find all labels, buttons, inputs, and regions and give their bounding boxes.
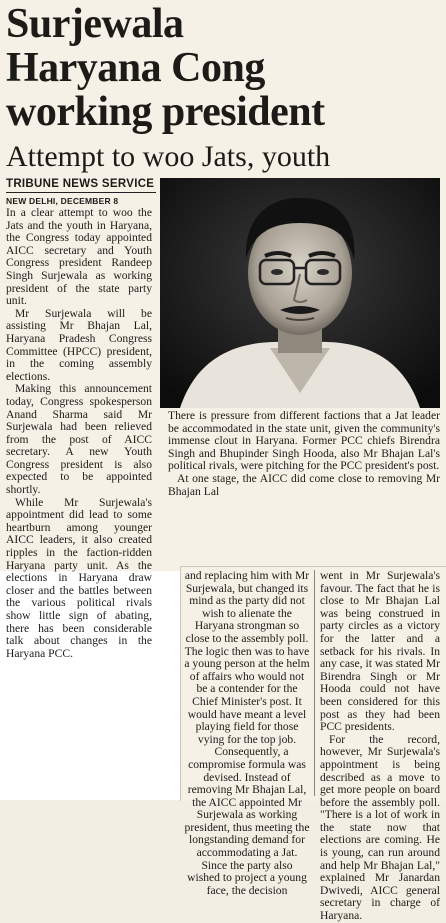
portrait-illustration [160,178,440,408]
headline [6,2,436,134]
paragraph: Making this announcement today, Congress spokesperson Anand Sharma said Mr Surjewala had been relieved from the post of AICC secretary. A new Youth Congress president is also expected to be appointed shortly. [6,382,152,497]
subheadline: Attempt to woo Jats, youth [6,140,331,173]
column-divider [314,570,315,796]
paragraph: While Mr Surjewala's appointment did lead to some heartburn among younger AICC leaders, it also created ripples in the faction-ridden Haryana party unit. As the elections in Haryana draw closer and the battles between the various political rivals show little sign of abating, there has been considerable talk about changes in the Haryana PCC. [6,495,152,660]
paragraph: In a clear attempt to woo the Jats and the youth in Haryana, the Congress today appointed AICC secretary and Youth Congress president Randeep Singh Surjewala as working president of the state party unit. [6,206,152,308]
column-3 [184,570,310,897]
headline-line: working president [6,89,325,135]
paragraph: For the record, however, Mr Surjewala's appointment is being described as a move to get more people on board before the assembly poll. "There is a lot of work in the state now that elections are coming. He is young, can run around and help Mr Bhajan Lal," explained Mr Janardan Dwivedi, AICC general secretary in charge of Haryana. [320,732,440,923]
paragraph: went in Mr Surjewala's favour. The fact that he is close to Mr Bhajan Lal was being construed in party circles as a victory for the latter and a setback for his rivals. In any case, it was stated Mr Birendra Singh or Mr Hooda could not have been considered for this post as they had been PCC presidents. [320,569,440,734]
paragraph: At one stage, the AICC did come close to removing Mr Bhajan Lal [168,471,440,498]
column-2 [168,410,440,498]
headline-line: Surjewala [6,1,184,47]
byline: TRIBUNE NEWS SERVICE [6,178,156,193]
column-1 [6,207,152,660]
column-4 [320,570,440,923]
dateline: NEW DELHI, DECEMBER 8 [6,196,119,206]
paragraph: There is pressure from different factions that a Jat leader be accommodated in the state unit, given the community's immense clout in Haryana. Former PCC chiefs Birendra Singh and Bhupinder Singh Hooda, also Mr Bhajan Lal's political rivals, were pitching for the PCC president's post. [168,409,440,473]
paragraph: Mr Surjewala will be assisting Mr Bhajan Lal, Haryana Pradesh Congress Committee (HPCC) president, in the coming assembly elections. [6,306,152,383]
paragraph: and replacing him with Mr Surjewala, but changed its mind as the party did not wish to alienate the Haryana strongman so close to the assembly poll. The logic then was to have a young person at the helm of affairs who would not be a contender for the Chief Minister's post. It would have meant a level playing field for those vying for the top job. [184,569,310,746]
paragraph: Consequently, a compromise formula was devised. Instead of removing Mr Bhajan Lal, the AICC appointed Mr Surjewala as working president, thus meeting the longstanding demand for accommodating a Jat. Since the party also wished to project a young face, the decision [184,745,310,897]
headline-line: Haryana Cong [6,45,265,91]
portrait-photo [160,178,440,408]
